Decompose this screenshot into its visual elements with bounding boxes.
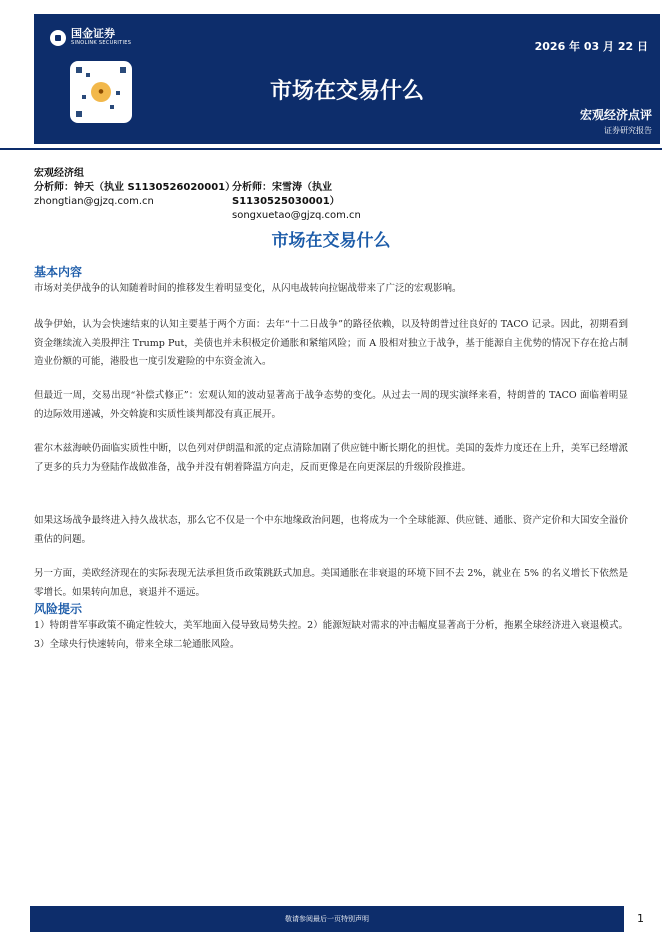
analyst-email[interactable]: songxuetao@gjzq.com.cn: [232, 210, 361, 221]
footer-disclaimer: 敬请参阅最后一页特别声明: [30, 906, 624, 932]
logo-name-cn: 国金证券: [71, 27, 115, 40]
analyst-name: 分析师：钟天（执业 S1130526020001）: [34, 182, 236, 193]
analyst-email[interactable]: zhongtian@gjzq.com.cn: [34, 196, 154, 207]
banner-title: 市场在交易什么: [269, 79, 424, 104]
qr-center-badge-icon: ●: [91, 82, 111, 102]
section-heading-basic: 基本内容: [34, 265, 83, 279]
analyst-info: [34, 167, 361, 221]
logo-icon: [50, 30, 66, 46]
analyst-name: 分析师：宋雪涛（执业 S1130525030001）: [232, 182, 340, 207]
paragraph: 市场对美伊战争的认知随着时间的推移发生着明显变化，从闪电战转向拉锯战带来了广泛的宏观影响。: [34, 283, 462, 294]
header-divider: [0, 148, 662, 150]
paragraph: 另一方面，美欧经济现在的实际表现无法承担货币政策跳跃式加息。美国通胀在非衰退的环境下回不去 2%，就业在 5% 的名义增长下依然是零增长。如果转向加息，衰退并不遥远。: [34, 568, 628, 598]
page-number: 1: [637, 912, 644, 925]
analyst-2: [232, 181, 432, 223]
logo-name-en: SINOLINK SECURITIES: [71, 40, 132, 46]
paragraph: 但最近一周，交易出现“补偿式修正”：宏观认知的波动显著高于战争态势的变化。从过去一周的现实演绎来看，特朗普的 TACO 面临着明显的边际效用递减，外交斡旋和实质性谈判都没有真正展开。: [34, 390, 628, 420]
report-subtype: 证券研究报告: [604, 126, 652, 135]
paragraph: 霍尔木兹海峡仍面临实质性中断，以色列对伊朗温和派的定点清除加剧了供应链中断长期化的担忧。美国的轰炸力度还在上升，美军已经增派了更多的兵力为登陆作战做准备，战争并没有朝着降温方向走，反而更像是在向更深层的升级阶段推进。: [34, 443, 628, 473]
paragraph: 如果这场战争最终进入持久战状态，那么它不仅是一个中东地缘政治问题，也将成为一个全球能源、供应链、通胀、资产定价和大国安全溢价重估的问题。: [34, 515, 628, 545]
research-group: 宏观经济组: [34, 168, 84, 179]
report-date: 2026 年 03 月 22 日: [534, 40, 648, 53]
report-type: 宏观经济点评: [579, 108, 652, 122]
header-banner: [34, 14, 660, 144]
document-title: 市场在交易什么: [271, 231, 391, 251]
company-logo: [50, 28, 131, 47]
risk-paragraph: 1）特朗普军事政策不确定性较大，美军地面入侵导致局势失控。2）能源短缺对需求的冲击幅度显著高于分析，拖累全球经济进入衰退模式。3）全球央行快速转向，带来全球二轮通胀风险。: [34, 620, 628, 650]
paragraph: 战争伊始，认为会快速结束的认知主要基于两个方面：去年“十二日战争”的路径依赖，以及特朗普过往良好的 TACO 记录。因此，初期看到资金继续流入美股押注 Trump Put，美债也并未积极定价通胀和紧缩风险；而 A 股相对独立于战争，基于能源自主优势的情况下存在抢占制造业份额的可能，港股也一度引发避险的中东资金流入。: [34, 319, 628, 367]
analyst-1: [34, 181, 234, 209]
section-heading-risk: 风险提示: [34, 602, 83, 616]
